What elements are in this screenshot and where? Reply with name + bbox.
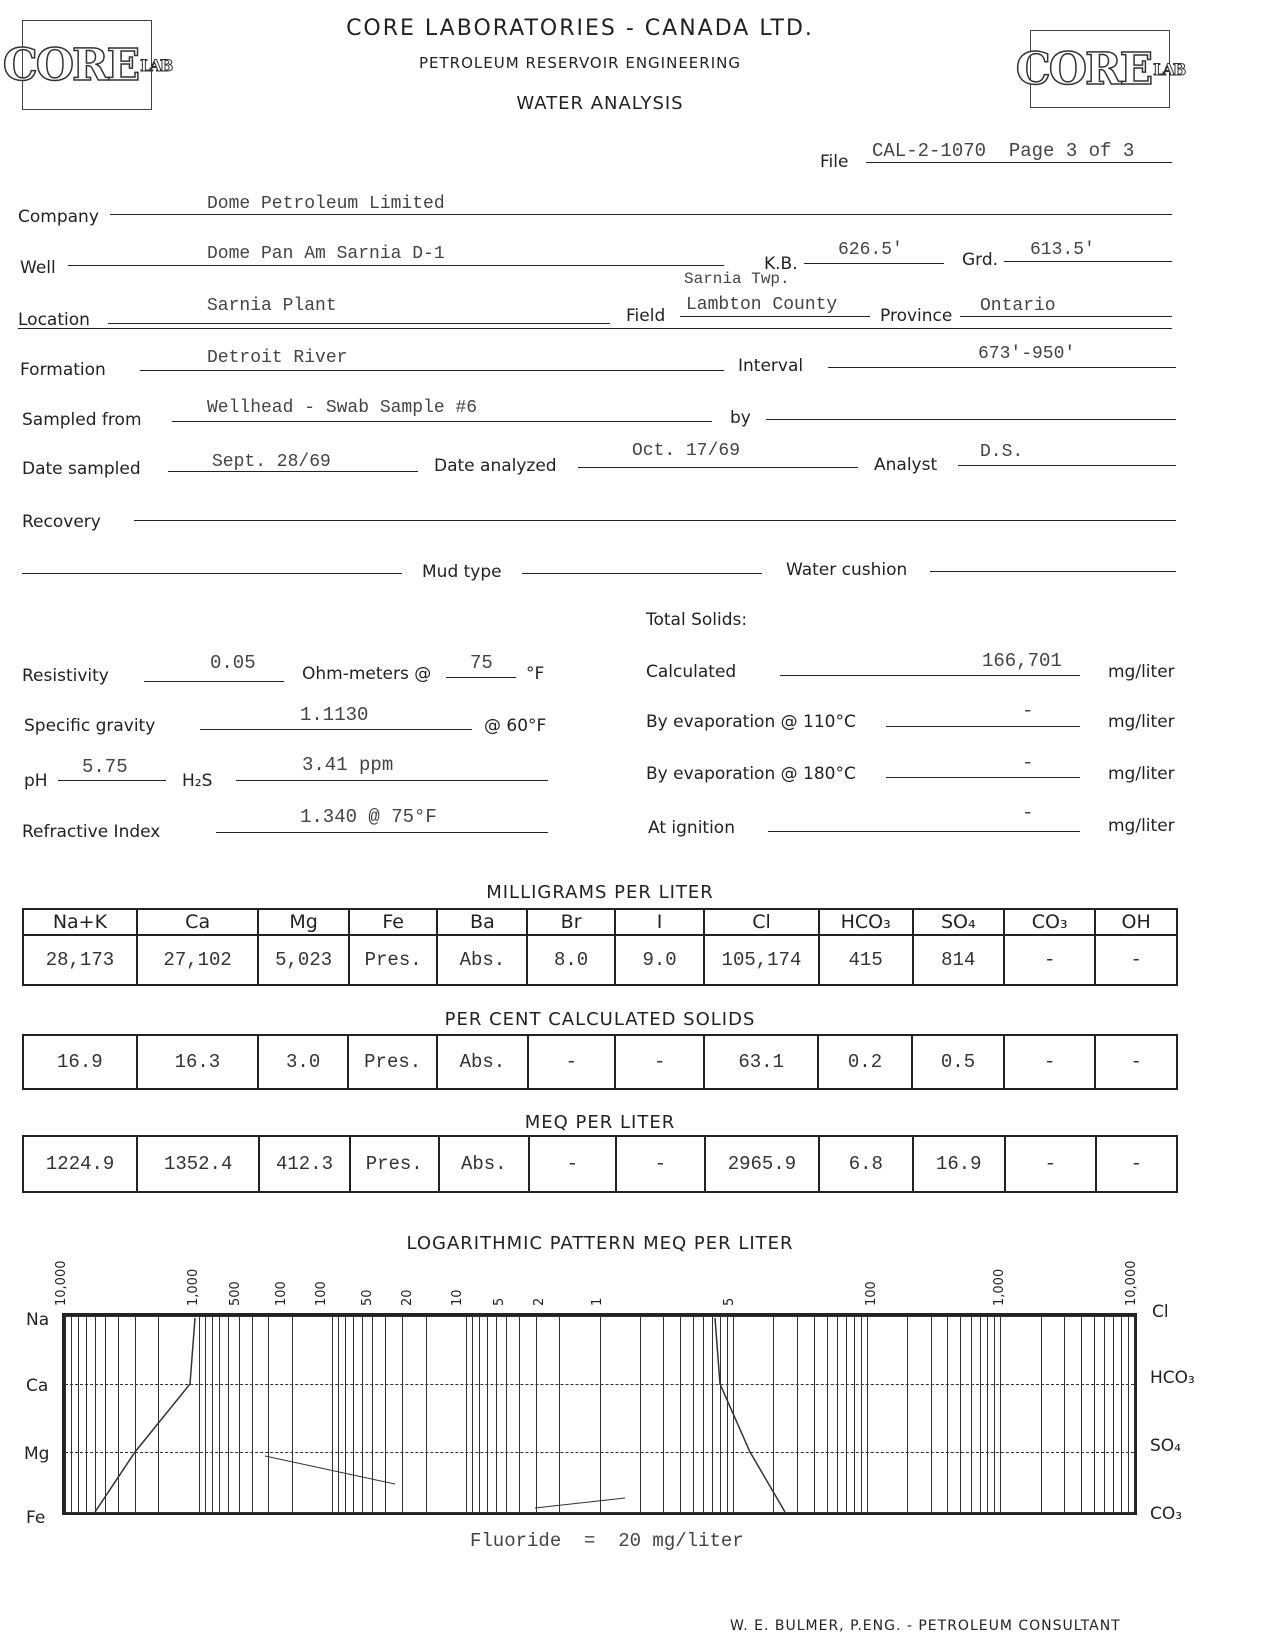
scale-label: 20	[400, 1289, 415, 1306]
grid-line	[640, 1316, 641, 1512]
calculated-label: Calculated	[646, 662, 737, 682]
scale-label: 50	[360, 1289, 375, 1306]
logo-text: CORE	[2, 39, 139, 91]
grid-line	[135, 1316, 136, 1512]
mud-type-label: Mud type	[422, 562, 502, 582]
company-value: Dome Petroleum Limited	[207, 194, 445, 214]
grid-line	[426, 1316, 427, 1512]
grid-line	[846, 1316, 847, 1512]
grid-line	[703, 1316, 704, 1512]
value-cell: Pres.	[348, 1035, 437, 1089]
left-label-mg: Mg	[24, 1444, 50, 1464]
field-label: Field	[626, 306, 666, 326]
value-cell: Pres.	[349, 935, 438, 985]
header-cell: Ba	[437, 909, 527, 935]
meq-value-row	[23, 1136, 1177, 1192]
value-cell: 0.5	[912, 1035, 1004, 1089]
grid-line	[1041, 1316, 1042, 1512]
value-cell: 5,023	[258, 935, 348, 985]
grd-value: 613.5'	[1030, 240, 1095, 260]
sampled-from-value: Wellhead - Swab Sample #6	[207, 398, 478, 418]
province-label: Province	[880, 306, 953, 326]
grid-line	[65, 1316, 66, 1512]
value-cell: 8.0	[527, 935, 615, 985]
right-label-hco3: HCO₃	[1150, 1368, 1195, 1388]
grid-line	[712, 1316, 713, 1512]
ohm-label: Ohm-meters @	[302, 664, 432, 684]
value-cell: Abs.	[439, 1136, 529, 1192]
evap110-unit: mg/liter	[1108, 712, 1175, 732]
grid-line	[519, 1316, 520, 1512]
kb-value: 626.5'	[838, 240, 903, 260]
value-cell: 63.1	[704, 1035, 818, 1089]
analyst-value: D.S.	[980, 442, 1024, 462]
grid-line	[71, 1316, 72, 1512]
value-cell: 6.8	[819, 1136, 913, 1192]
evap110-value: -	[1022, 700, 1034, 722]
sampled-from-label: Sampled from	[22, 410, 142, 430]
value-cell: -	[1095, 1035, 1177, 1089]
value-cell: Pres.	[350, 1136, 439, 1192]
scale-label: 10,000	[1124, 1260, 1139, 1306]
grid-line	[827, 1316, 828, 1512]
log-pattern-grid	[62, 1313, 1137, 1515]
grid-line	[239, 1316, 240, 1512]
log-title: LOGARITHMIC PATTERN MEQ PER LITER	[406, 1233, 794, 1254]
value-cell: -	[529, 1136, 616, 1192]
logo-left	[2, 20, 172, 110]
grid-line	[78, 1316, 79, 1512]
h2s-value: 3.41 ppm	[302, 754, 394, 776]
grid-line	[797, 1316, 798, 1512]
header-cell: Cl	[704, 909, 818, 935]
grid-line	[353, 1316, 354, 1512]
sg-value: 1.1130	[300, 704, 369, 726]
grid-line	[720, 1316, 721, 1512]
mg-header-row	[23, 909, 1177, 935]
mg-title: MILLIGRAMS PER LITER	[486, 882, 714, 903]
ignition-value: -	[1022, 802, 1034, 824]
value-cell: -	[1005, 1136, 1096, 1192]
grid-line	[338, 1316, 339, 1512]
logo-text: CORE	[1015, 43, 1152, 95]
left-label-ca: Ca	[26, 1376, 49, 1396]
value-cell: 16.3	[137, 1035, 258, 1089]
grid-line	[345, 1316, 346, 1512]
mg-value-row	[23, 935, 1177, 985]
right-label-cl: Cl	[1152, 1302, 1169, 1322]
grid-line	[205, 1316, 206, 1512]
value-cell: -	[616, 1136, 705, 1192]
grid-line	[219, 1316, 220, 1512]
temp-value: 75	[470, 652, 493, 674]
scale-label: 1	[590, 1297, 605, 1306]
header-cell: OH	[1095, 909, 1177, 935]
value-cell: 16.9	[23, 1035, 137, 1089]
value-cell: 1224.9	[23, 1136, 137, 1192]
grid-line	[385, 1316, 386, 1512]
resistivity-label: Resistivity	[22, 666, 109, 686]
value-cell: -	[1096, 1136, 1177, 1192]
header-cell: SO₄	[913, 909, 1004, 935]
grid-line	[496, 1316, 497, 1512]
grid-line	[466, 1316, 467, 1512]
resistivity-value: 0.05	[210, 652, 256, 674]
temp-unit: °F	[526, 664, 545, 684]
date-analyzed-label: Date analyzed	[434, 456, 557, 476]
analyst-label: Analyst	[874, 455, 938, 475]
value-cell: -	[1095, 935, 1177, 985]
grid-line	[362, 1316, 363, 1512]
value-cell: 1352.4	[137, 1136, 259, 1192]
logo-sub: LAB	[140, 55, 172, 75]
value-cell: 9.0	[615, 935, 704, 985]
date-analyzed-value: Oct. 17/69	[632, 441, 741, 461]
file-value: CAL-2-1070 Page 3 of 3	[872, 140, 1135, 162]
value-cell: -	[528, 1035, 615, 1089]
meq-title: MEQ PER LITER	[524, 1112, 676, 1133]
ph-value: 5.75	[82, 756, 128, 778]
left-label-fe: Fe	[26, 1508, 46, 1528]
right-label-co3: CO₃	[1150, 1504, 1183, 1524]
evap110-label: By evaporation @ 110°C	[646, 712, 856, 732]
header-cell: CO₃	[1004, 909, 1095, 935]
grid-line	[268, 1316, 269, 1512]
meq-table	[22, 1135, 1178, 1193]
scale-label: 100	[314, 1281, 329, 1306]
grid-line	[199, 1316, 200, 1512]
grid-line	[867, 1316, 868, 1512]
doc-title: WATER ANALYSIS	[516, 93, 684, 114]
pct-table	[22, 1034, 1178, 1090]
grid-line	[907, 1316, 908, 1512]
right-label-so4: SO₄	[1150, 1436, 1181, 1456]
mg-table	[22, 908, 1178, 986]
logo-right	[1015, 30, 1185, 108]
location-label: Location	[18, 310, 90, 330]
grid-line	[600, 1316, 601, 1512]
grid-line	[854, 1316, 855, 1512]
grid-line	[931, 1316, 932, 1512]
grid-line	[861, 1316, 862, 1512]
grid-line	[733, 1316, 734, 1512]
ph-label: pH	[24, 771, 48, 791]
grid-line	[292, 1316, 293, 1512]
grid-line	[994, 1316, 995, 1512]
subtitle: PETROLEUM RESERVOIR ENGINEERING	[419, 54, 741, 72]
scale-label: 5	[492, 1297, 507, 1306]
value-cell: Abs.	[437, 935, 527, 985]
scale-label: 2	[532, 1297, 547, 1306]
scale-label: 1,000	[992, 1268, 1007, 1306]
grid-line	[479, 1316, 480, 1512]
grid-line	[987, 1316, 988, 1512]
grid-line	[252, 1316, 253, 1512]
value-cell: 105,174	[704, 935, 818, 985]
grid-line	[1000, 1316, 1001, 1512]
value-cell: 28,173	[23, 935, 137, 985]
recovery-label: Recovery	[22, 512, 101, 532]
header-cell: Ca	[137, 909, 259, 935]
grid-line	[158, 1316, 159, 1512]
grid-line	[487, 1316, 488, 1512]
grid-line	[1064, 1316, 1065, 1512]
grid-line	[332, 1316, 333, 1512]
date-sampled-label: Date sampled	[22, 459, 141, 479]
grid-line	[472, 1316, 473, 1512]
grid-line	[680, 1316, 681, 1512]
grd-label: Grd.	[962, 250, 999, 270]
h2s-label: H₂S	[182, 771, 213, 791]
value-cell: 3.0	[258, 1035, 348, 1089]
well-value: Dome Pan Am Sarnia D-1	[207, 244, 445, 264]
calculated-unit: mg/liter	[1108, 662, 1175, 682]
sg-label: Specific gravity	[24, 716, 156, 736]
grid-line	[559, 1316, 560, 1512]
date-sampled-value: Sept. 28/69	[212, 452, 331, 472]
grid-line	[402, 1316, 403, 1512]
value-cell: 2965.9	[705, 1136, 819, 1192]
ri-value: 1.340 @ 75°F	[300, 806, 437, 828]
grid-line	[1134, 1316, 1135, 1512]
scale-label: 10,000	[54, 1260, 69, 1306]
grid-line	[971, 1316, 972, 1512]
logo-sub: LAB	[1153, 59, 1185, 79]
fluoride-note: Fluoride = 20 mg/liter	[470, 1530, 744, 1552]
value-cell: 415	[819, 935, 913, 985]
value-cell: -	[1004, 935, 1095, 985]
grid-line	[1113, 1316, 1114, 1512]
grid-line	[95, 1316, 96, 1512]
grid-line	[86, 1316, 87, 1512]
value-cell: 27,102	[137, 935, 259, 985]
grid-line	[693, 1316, 694, 1512]
formation-value: Detroit River	[207, 348, 348, 368]
grid-line	[837, 1316, 838, 1512]
by-label: by	[730, 408, 751, 428]
well-label: Well	[20, 258, 56, 278]
location-value: Sarnia Plant	[207, 296, 337, 316]
scale-label: 100	[274, 1281, 289, 1306]
province-value: Ontario	[980, 296, 1056, 316]
value-cell: -	[1004, 1035, 1095, 1089]
grid-line	[1121, 1316, 1122, 1512]
value-cell: -	[615, 1035, 704, 1089]
grid-line	[1094, 1316, 1095, 1512]
calculated-value: 166,701	[982, 650, 1062, 672]
header-cell: Na+K	[23, 909, 137, 935]
grid-line	[663, 1316, 664, 1512]
header-cell: I	[615, 909, 704, 935]
header-cell: Fe	[349, 909, 438, 935]
grid-line	[118, 1316, 119, 1512]
grid-line	[506, 1316, 507, 1512]
company-label: Company	[18, 207, 99, 227]
value-cell: 16.9	[913, 1136, 1005, 1192]
ignition-unit: mg/liter	[1108, 816, 1175, 836]
grid-line	[773, 1316, 774, 1512]
sg-unit: @ 60°F	[484, 716, 547, 736]
left-label-na: Na	[26, 1310, 50, 1330]
field-value: Lambton County	[686, 295, 838, 315]
header-cell: Br	[527, 909, 615, 935]
ignition-label: At ignition	[648, 818, 735, 838]
scale-label: 500	[228, 1281, 243, 1306]
scale-label: 5	[722, 1297, 737, 1306]
value-cell: 412.3	[259, 1136, 350, 1192]
ri-label: Refractive Index	[22, 822, 161, 842]
value-cell: 0.2	[818, 1035, 912, 1089]
grid-line	[1081, 1316, 1082, 1512]
scale-label: 1,000	[186, 1268, 201, 1306]
header-cell: HCO₃	[819, 909, 913, 935]
grid-line	[228, 1316, 229, 1512]
grid-line	[105, 1316, 106, 1512]
scale-label: 10	[450, 1289, 465, 1306]
pct-title: PER CENT CALCULATED SOLIDS	[444, 1009, 756, 1030]
field-top: Sarnia Twp.	[684, 270, 790, 288]
grid-line	[536, 1316, 537, 1512]
evap180-value: -	[1022, 752, 1034, 774]
footer-consultant: W. E. BULMER, P.ENG. - PETROLEUM CONSULTANT	[730, 1618, 1121, 1634]
grid-line	[212, 1316, 213, 1512]
grid-line	[727, 1316, 728, 1512]
kb-label: K.B.	[764, 254, 798, 274]
grid-line	[372, 1316, 373, 1512]
interval-value: 673'-950'	[978, 344, 1076, 364]
scale-label: 100	[864, 1281, 879, 1306]
grid-line	[947, 1316, 948, 1512]
company-title: CORE LABORATORIES - CANADA LTD.	[346, 16, 814, 41]
evap180-label: By evaporation @ 180°C	[646, 764, 856, 784]
file-label: File	[820, 152, 849, 172]
header-cell: Mg	[258, 909, 348, 935]
grid-line	[960, 1316, 961, 1512]
pct-value-row	[23, 1035, 1177, 1089]
formation-label: Formation	[20, 360, 106, 380]
evap180-unit: mg/liter	[1108, 764, 1175, 784]
grid-line	[814, 1316, 815, 1512]
grid-line	[1104, 1316, 1105, 1512]
water-cushion-label: Water cushion	[786, 560, 908, 580]
value-cell: 814	[913, 935, 1004, 985]
interval-label: Interval	[738, 356, 804, 376]
grid-line	[980, 1316, 981, 1512]
grid-line	[1128, 1316, 1129, 1512]
value-cell: Abs.	[437, 1035, 527, 1089]
total-solids-label: Total Solids:	[646, 610, 748, 630]
